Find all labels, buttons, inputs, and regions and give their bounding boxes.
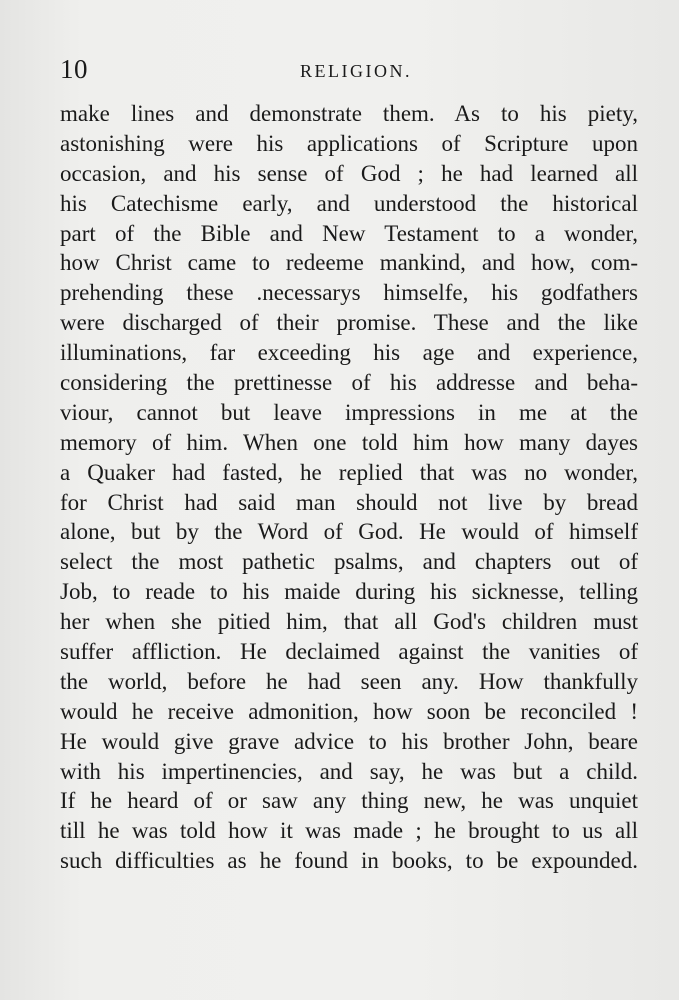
text-line: part of the Bible and New Testament to a wonder, (60, 220, 638, 246)
page-number: 10 (60, 54, 88, 84)
text-line: would he receive admonition, how soon be reconciled ! (60, 698, 638, 724)
text-line: illuminations, far exceeding his age and experience, (60, 340, 638, 366)
text-line: memory of him. When one told him how many dayes (60, 429, 638, 455)
text-line: a Quaker had fasted, he replied that was no wonder, (60, 459, 638, 485)
text-line: occasion, and his sense of God ; he had learned all (60, 160, 638, 186)
text-line: He would give grave advice to his brother John, beare (60, 728, 638, 754)
text-line: make lines and demonstrate them. As to his piety, (60, 101, 638, 126)
body-text (60, 99, 638, 876)
text-line: suffer affliction. He declaimed against the vanities of (60, 639, 638, 665)
text-line: Job, to reade to his maide during his sicknesse, telling (60, 579, 638, 605)
text-line: viour, cannot but leave impressions in me at the (60, 399, 638, 425)
running-head (60, 52, 638, 86)
text-line: prehending these .necessarys himselfe, his godfathers (60, 280, 638, 306)
text-line: with his impertinencies, and say, he was but a child. (60, 758, 638, 784)
text-line: her when she pitied him, that all God's children must (60, 609, 638, 635)
text-line: such difficulties as he found in books, to be expounded. (60, 848, 638, 874)
text-line: If he heard of or saw any thing new, he was unquiet (60, 788, 638, 814)
text-line: considering the prettinesse of his addresse and beha- (60, 370, 638, 396)
text-line: how Christ came to redeeme mankind, and how, com- (60, 250, 638, 276)
text-line: till he was told how it was made ; he brought to us all (60, 818, 638, 844)
text-line: astonishing were his applications of Scripture upon (60, 130, 638, 156)
text-line: for Christ had said man should not live by bread (60, 489, 638, 515)
text-line: select the most pathetic psalms, and chapters out of (60, 549, 638, 575)
text-line: his Catechisme early, and understood the historical (60, 190, 638, 216)
text-line: were discharged of their promise. These and the like (60, 310, 638, 336)
text-line: alone, but by the Word of God. He would of himself (60, 519, 638, 545)
running-title: RELIGION. (300, 61, 412, 81)
text-line: the world, before he had seen any. How thankfully (60, 668, 638, 694)
